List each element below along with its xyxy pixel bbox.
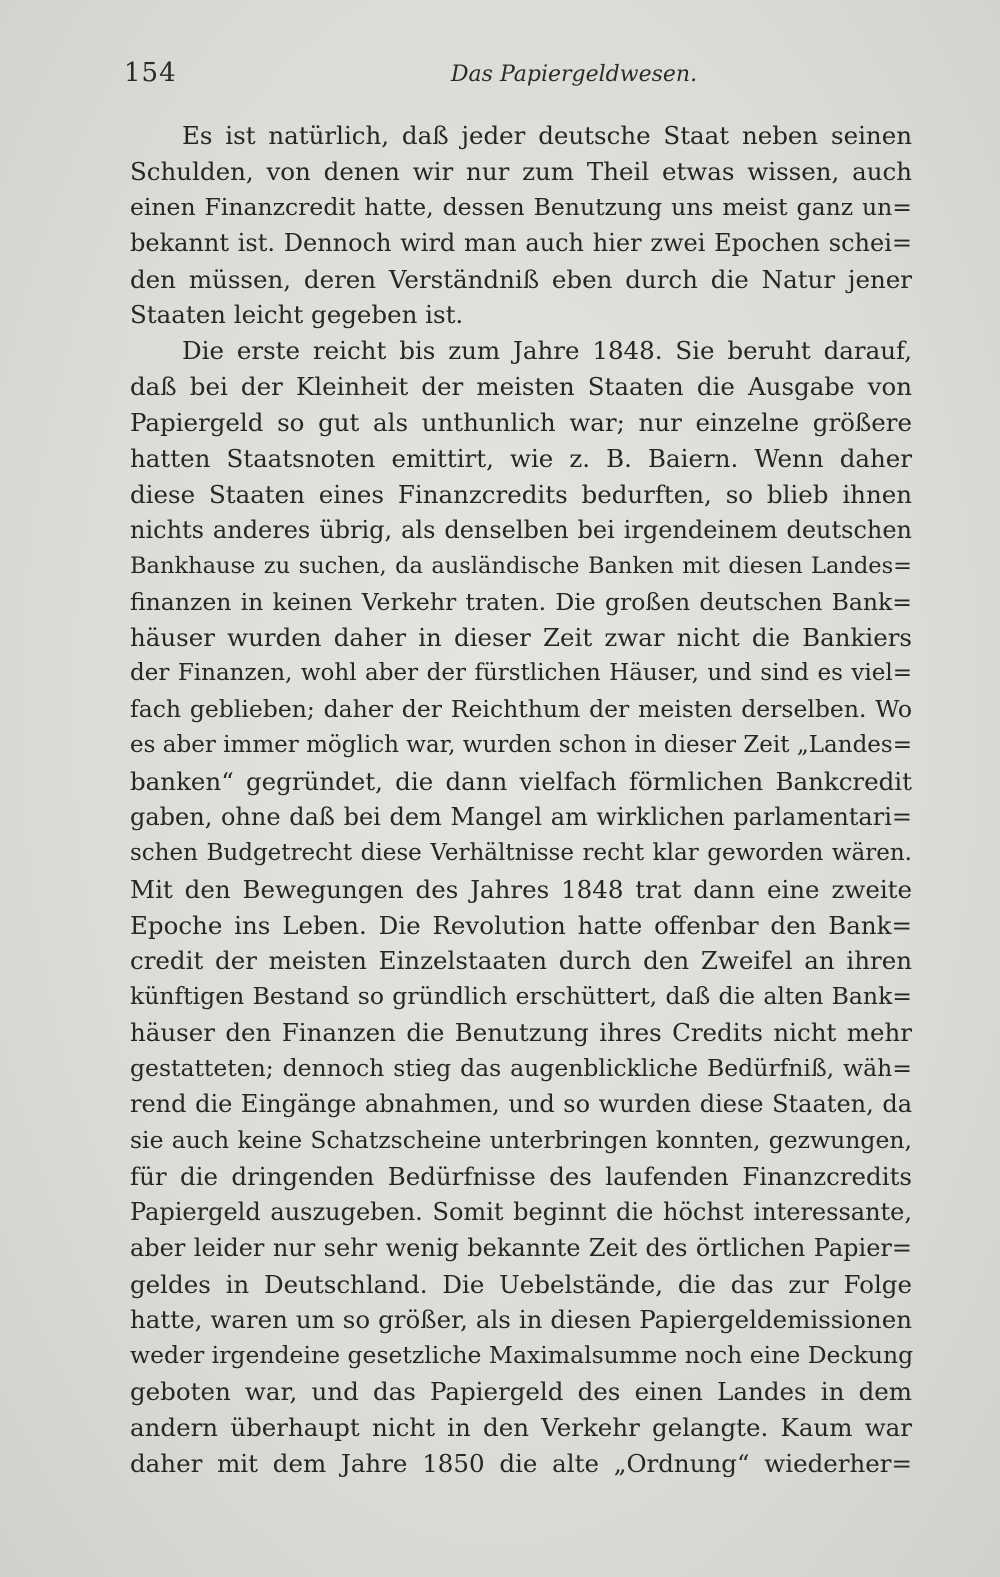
text-line: Staaten leicht gegeben ist.	[130, 300, 464, 330]
text-line: nichts anderes übrig, als denselben bei irgendeinem deutschen	[130, 515, 912, 544]
running-head: Das Papiergeldwesen.	[450, 62, 698, 87]
text-line: sie auch keine Schatzscheine unterbringen konnten, gezwungen,	[130, 1125, 912, 1154]
text-line: es aber immer möglich war, wurden schon in dieser Zeit „Landes=	[130, 732, 912, 759]
text-line: gestatteten; dennoch stieg das augenblickliche Bedürfniß, wäh=	[130, 1054, 912, 1083]
text-line: schen Budgetrecht diese Verhältnisse recht klar geworden wären.	[130, 839, 912, 866]
text-line: Papiergeld auszugeben. Somit beginnt die höchst interessante,	[130, 1197, 912, 1226]
text-line: einen Finanzcredit hatte, dessen Benutzung uns meist ganz un=	[130, 192, 912, 221]
text-line: der Finanzen, wohl aber der fürstlichen Häuser, und sind es viel=	[130, 660, 912, 687]
text-line: Die erste reicht bis zum Jahre 1848. Sie beruht darauf,	[182, 336, 912, 366]
text-line: geboten war, und das Papiergeld des einen Landes in dem	[130, 1377, 912, 1407]
text-line: finanzen in keinen Verkehr traten. Die großen deutschen Bank=	[130, 587, 912, 616]
text-line: gaben, ohne daß bei dem Mangel am wirklichen parlamentari=	[130, 802, 912, 831]
text-line: fach geblieben; daher der Reichthum der meisten derselben. Wo	[130, 695, 912, 724]
text-line: banken“ gegründet, die dann vielfach förmlichen Bankcredit	[130, 767, 912, 797]
text-line: hatte, waren um so größer, als in diesen Papiergeldemissionen	[130, 1305, 912, 1335]
text-line: Es ist natürlich, daß jeder deutsche Staat neben seinen	[182, 121, 912, 150]
body-text	[130, 118, 912, 1482]
page-header	[124, 58, 914, 98]
text-line: andern überhaupt nicht in den Verkehr gelangte. Kaum war	[130, 1413, 912, 1443]
text-line: credit der meisten Einzelstaaten durch den Zweifel an ihren	[130, 946, 912, 976]
text-line: häuser den Finanzen die Benutzung ihres Credits nicht mehr	[130, 1018, 912, 1048]
text-line: Papiergeld so gut als unthunlich war; nur einzelne größere	[130, 408, 912, 438]
text-line: Epoche ins Leben. Die Revolution hatte offenbar den Bank=	[130, 910, 912, 940]
text-line: daß bei der Kleinheit der meisten Staaten die Ausgabe von	[130, 372, 912, 402]
text-line: für die dringenden Bedürfnisse des laufenden Finanzcredits	[130, 1161, 912, 1191]
text-line: diese Staaten eines Finanzcredits bedurften, so blieb ihnen	[130, 479, 912, 509]
text-line: den müssen, deren Verständniß eben durch die Natur jener	[130, 264, 912, 294]
text-line: hatten Staatsnoten emittirt, wie z. B. Baiern. Wenn daher	[130, 444, 912, 474]
text-line: Schulden, von denen wir nur zum Theil etwas wissen, auch	[130, 156, 912, 186]
page-number: 154	[124, 58, 177, 88]
text-line: Bankhause zu suchen, da ausländische Banken mit diesen Landes=	[130, 552, 912, 579]
text-line: aber leider nur sehr wenig bekannte Zeit des örtlichen Papier=	[130, 1233, 912, 1262]
text-line: daher mit dem Jahre 1850 die alte „Ordnung“ wiederher=	[130, 1448, 912, 1478]
text-line: rend die Eingänge abnahmen, und so wurden diese Staaten, da	[130, 1090, 912, 1119]
text-line: künftigen Bestand so gründlich erschüttert, daß die alten Bank=	[130, 982, 912, 1011]
text-line: Mit den Bewegungen des Jahres 1848 trat dann eine zweite	[130, 874, 912, 904]
text-line: häuser wurden daher in dieser Zeit zwar nicht die Bankiers	[130, 623, 912, 653]
text-line: weder irgendeine gesetzliche Maximalsumme noch eine Deckung	[130, 1341, 914, 1370]
text-line: geldes in Deutschland. Die Uebelstände, die das zur Folge	[130, 1269, 912, 1299]
text-line: bekannt ist. Dennoch wird man auch hier zwei Epochen schei=	[130, 228, 912, 257]
